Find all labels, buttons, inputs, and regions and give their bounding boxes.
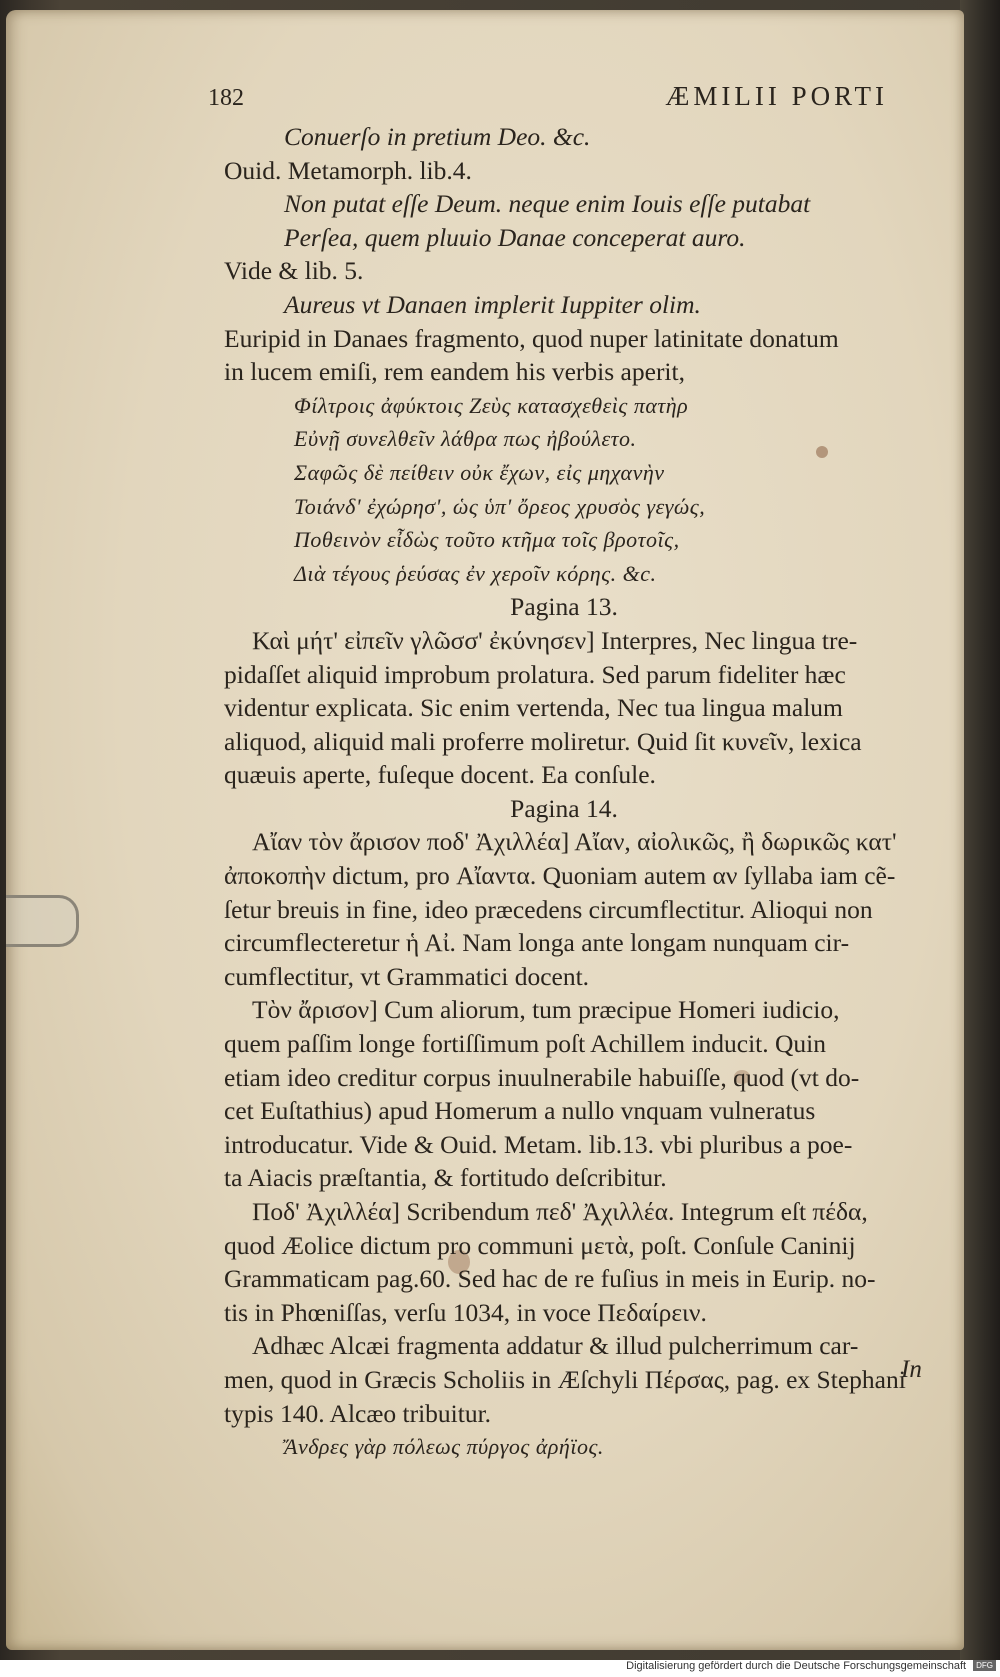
bookmark-clip — [6, 895, 79, 947]
text-line: cet Euſtathius) apud Homerum a nullo vnquam vulneratus — [224, 1096, 816, 1126]
dfg-logo: DFG — [973, 1660, 996, 1671]
page-number: 182 — [208, 85, 244, 111]
text-line: aliquod, aliquid mali proferre moliretur. Quid ſit κυνεῖν, lexica — [224, 726, 862, 756]
page-text — [208, 80, 924, 1464]
text-line: Vide & lib. 5. — [224, 256, 364, 286]
text-line: quæuis aperte, fuſeque docent. Ea conſule. — [224, 760, 656, 790]
text-line: Σαφῶς δὲ πείθειν οὐκ ἔχων, εἰς μηχανὴν — [294, 459, 665, 485]
text-line: men, quod in Græcis Scholiis in Æſchyli Πέρσας, pag. ex Stephani — [224, 1364, 906, 1394]
text-line: Adhæc Alcæi fragmenta addatur & illud pulcherrimum car- — [252, 1331, 859, 1361]
text-line: Καὶ μήτ' εἰπεῖν γλῶσσ' ἐκύνησεν] Interpres, Nec lingua tre- — [252, 625, 858, 655]
text-line: in lucem emiſi, rem eandem his verbis aperit, — [224, 357, 685, 387]
text-line: ſetur breuis in fine, ideo præcedens circumflectitur. Alioqui non — [224, 894, 873, 924]
text-line: quem paſſim longe fortiſſimum poſt Achillem inducit. Quin — [224, 1029, 827, 1059]
text-line: Ἄνδρες γὰρ πόλεως πύργος ἀρήϊος. — [284, 1434, 604, 1460]
text-line: Perſea, quem pluuio Danae conceperat auro. — [284, 222, 746, 252]
text-line: Ποθεινὸν εἶδὼς τοῦτο κτῆμα τοῖς βροτοῖς, — [294, 527, 680, 553]
text-lines — [224, 120, 924, 1464]
text-line: Εὐνῇ συνελθεῖν λάθρα πως ἠβούλετο. — [294, 426, 637, 452]
text-line: circumflecteretur ἡ Αἰ. Nam longa ante longam nunquam cir- — [224, 928, 850, 958]
text-line: Conuerſo in pretium Deo. &c. — [284, 122, 591, 151]
text-line: typis 140. Alcæo tribuitur. — [224, 1398, 492, 1428]
text-line: videntur explicata. Sic enim vertenda, Nec tua lingua malum — [224, 693, 843, 723]
section-heading: Pagina 13. — [510, 592, 618, 622]
section-heading: Pagina 14. — [510, 793, 618, 823]
page-header — [208, 80, 888, 120]
footer — [0, 1660, 1000, 1677]
text-line: etiam ideo creditur corpus inuulnerabile habuiſſe, quod (vt do- — [224, 1062, 860, 1092]
footer-credit: Digitalisierung gefördert durch die Deutsche Forschungsgemeinschaft — [626, 1660, 967, 1672]
running-title: ÆMILII PORTI — [665, 81, 888, 111]
text-line: introducatur. Vide & Ouid. Metam. lib.13. vbi pluribus a poe- — [224, 1129, 853, 1159]
text-line: Aureus vt Danaen implerit Iuppiter olim. — [284, 289, 701, 319]
text-line: quod Æolice dictum pro communi μετὰ, poſt. Conſule Caninij — [224, 1230, 856, 1260]
text-line: pidaſſet aliquid improbum prolatura. Sed parum fideliter hæc — [224, 659, 846, 689]
text-line: Φίλτροις ἀφύκτοις Ζεὺς κατασχεθεὶς πατὴρ — [294, 392, 689, 418]
text-line: Τὸν ἄρισον] Cum aliorum, tum præcipue Homeri iudicio, — [252, 995, 840, 1025]
text-line: ta Aiacis præſtantia, & fortitudo deſcribitur. — [224, 1163, 667, 1193]
text-line: Euripid in Danaes fragmento, quod nuper latinitate donatum — [224, 323, 839, 353]
text-line: Αἴαν τὸν ἄρισον ποδ' Ἀχιλλέα] Αἴαν, αἰολικῶς, ἢ δωρικῶς κατ' — [252, 827, 897, 857]
catchword: In — [901, 1356, 922, 1383]
text-line: ἀποκοπὴν dictum, pro Αἴαντα. Quoniam autem αν ſyllaba iam cẽ- — [224, 861, 896, 891]
text-line: Grammaticam pag.60. Sed hac de re fuſius in meis in Eurip. no- — [224, 1264, 876, 1294]
text-line: Διὰ τέγους ῥεύσας ἐν χεροῖν κόρης. &c. — [294, 560, 657, 586]
book-edge — [960, 0, 1000, 1660]
text-line: Ouid. Metamorph. lib.4. — [224, 155, 472, 185]
text-line: Ποδ' Ἀχιλλέα] Scribendum πεδ' Ἀχιλλέα. Integrum eſt πέδα, — [252, 1197, 868, 1226]
text-line: Non putat eſſe Deum. neque enim Iouis eſſe putabat — [284, 189, 811, 219]
text-line: Τοιάνδ' ἐχώρησ', ὡς ὑπ' ὄρεος χρυσὸς γεγώς, — [294, 493, 706, 519]
text-line: cumflectitur, vt Grammatici docent. — [224, 961, 590, 991]
text-line: tis in Phœniſſas, verſu 1034, in voce Πεδαίρειν. — [224, 1297, 707, 1327]
